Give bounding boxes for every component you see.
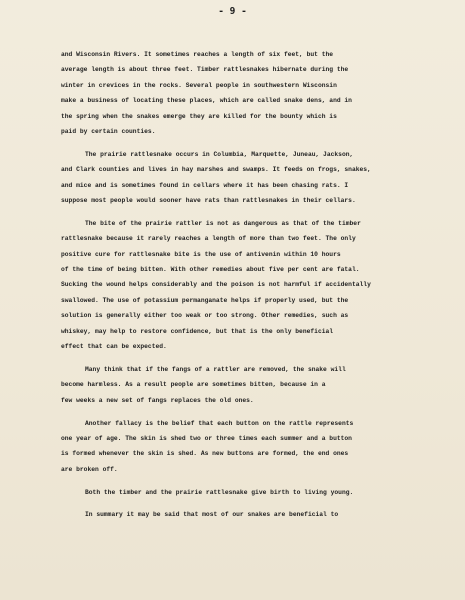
text-line: and mice and is sometimes found in cellars where it has been chasing rats. I: [61, 181, 349, 189]
paragraph: [61, 507, 433, 522]
text-line: few weeks a new set of fangs replaces the old ones.: [61, 396, 254, 404]
paragraph: [61, 47, 433, 139]
text-line: and Wisconsin Rivers. It sometimes reaches a length of six feet, but the: [61, 51, 334, 58]
text-line: The bite of the prairie rattler is not as dangerous as that of the timber: [85, 219, 361, 227]
paragraph: [61, 147, 433, 209]
text-line: paid by certain counties.: [61, 128, 156, 136]
text-line: effect that can be expected.: [61, 343, 167, 351]
text-line: are broken off.: [61, 465, 118, 473]
text-line: whiskey, may help to restore confidence, but that is the only beneficial: [61, 327, 334, 335]
text-line: is formed whenever the skin is shed. As new buttons are formed, the end ones: [61, 450, 349, 458]
text-line: Sucking the wound helps considerably and the poison is not harmful if accidentally: [61, 281, 371, 289]
paragraph: [61, 216, 433, 355]
paragraph: [61, 485, 433, 500]
document-body: [61, 47, 433, 530]
text-line: swallowed. The use of potassium permanganate helps if properly used, but the: [61, 296, 349, 304]
paragraph: [61, 416, 433, 478]
text-line: average length is about three feet. Timber rattlesnakes hibernate during the: [61, 66, 349, 74]
text-line: The prairie rattlesnake occurs in Columbia, Marquette, Juneau, Jackson,: [85, 150, 354, 158]
text-line: the spring when the snakes emerge they are killed for the bounty which is: [61, 112, 337, 120]
text-line: become harmless. As a result people are sometimes bitten, because in a: [61, 381, 326, 389]
page-number: - 9 -: [218, 6, 247, 17]
text-line: suppose most people would sooner have rats than rattlesnakes in their cellars.: [61, 197, 356, 205]
text-line: Another fallacy is the belief that each button on the rattle represents: [85, 419, 354, 427]
text-line: Both the timber and the prairie rattlesnake give birth to living young.: [85, 488, 354, 496]
text-line: one year of age. The skin is shed two or three times each summer and a button: [61, 434, 352, 442]
text-line: Many think that if the fangs of a rattler are removed, the snake will: [85, 365, 346, 373]
text-line: solution is generally either too weak or too strong. Other remedies, such as: [61, 312, 349, 320]
text-line: In summary it may be said that most of our snakes are beneficial to: [85, 511, 339, 519]
text-line: of the time of being bitten. With other remedies about five per cent are fatal.: [61, 266, 360, 274]
text-line: rattlesnake because it rarely reaches a length of more than two feet. The only: [61, 235, 356, 243]
text-line: make a business of locating these places, which are called snake dens, and in: [61, 97, 352, 105]
text-line: and Clark counties and lives in hay marshes and swamps. It feeds on frogs, snakes,: [61, 166, 371, 174]
text-line: winter in crevices in the rocks. Several people in southwestern Wisconsin: [61, 81, 337, 89]
paragraph: [61, 362, 433, 408]
text-line: positive cure for rattlesnake bite is the use of antivenin within 10 hours: [61, 250, 341, 258]
